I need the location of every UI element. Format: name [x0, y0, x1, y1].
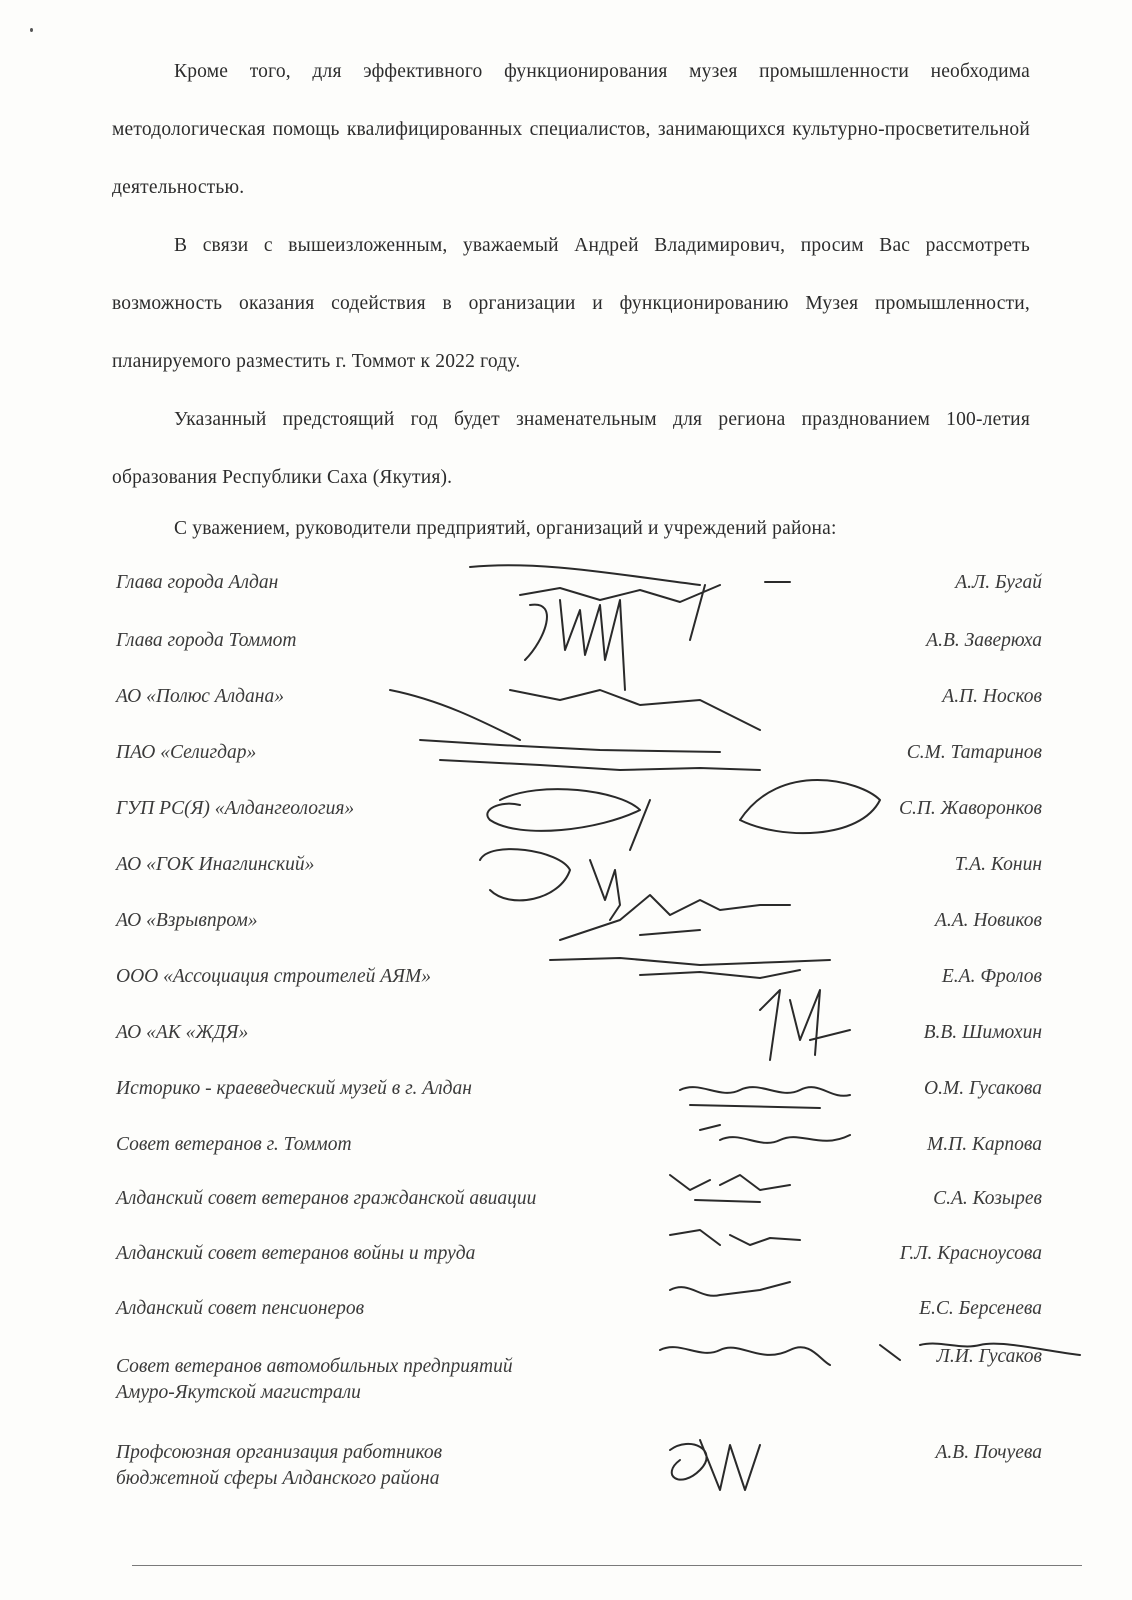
signatory-org: АО «АК «ЖДЯ»	[116, 1022, 249, 1043]
paragraph-museum-help	[112, 43, 1030, 217]
signatory-name: Г.Л. Красноусова	[899, 1243, 1042, 1264]
signatory-name: Е.А. Фролов	[941, 966, 1042, 987]
signatory-name: А.В. Почуева	[935, 1442, 1042, 1463]
signatory-org	[116, 1440, 442, 1492]
paragraph-text: В связи с вышеизложенным, уважаемый Андрей Владимирович, просим Вас рассмотреть возможность оказания содействия в организации и функционированию Музея промышленности, планируемого разместить г. Томмот к 2022 году.	[112, 235, 1030, 372]
signatory-row	[116, 1078, 1042, 1118]
signatory-org: Алданский совет ветеранов войны и труда	[116, 1243, 476, 1264]
signature-berseneva	[670, 1282, 790, 1296]
scan-speck	[30, 28, 33, 32]
signatory-row	[116, 798, 1042, 838]
signatory-row	[116, 910, 1042, 950]
paragraph-text: Кроме того, для эффективного функционирования музея промышленности необходима методологическая помощь квалифицированных специалистов, занимающихся культурно-просветительной деятельностью.	[112, 61, 1030, 198]
signatory-name: Е.С. Берсенева	[919, 1298, 1042, 1319]
signatory-org: АО «ГОК Инаглинский»	[116, 854, 315, 875]
signatory-org-line: Совет ветеранов автомобильных предприятий	[116, 1356, 513, 1377]
signatory-org: АО «Полюс Алдана»	[116, 686, 284, 707]
signatory-name: С.П. Жаворонков	[898, 798, 1042, 819]
signatory-name: О.М. Гусакова	[924, 1078, 1042, 1099]
signatory-name-handwritten: Л.И. Гусаков	[936, 1346, 1042, 1367]
signatory-name: С.А. Козырев	[933, 1188, 1042, 1209]
signatory-org-line: бюджетной сферы Алданского района	[116, 1468, 440, 1489]
signatory-row	[116, 1022, 1042, 1062]
signatory-name: А.П. Носков	[942, 686, 1042, 707]
signatory-org	[116, 1354, 513, 1406]
signatory-row	[116, 854, 1042, 894]
signatory-name: В.В. Шимохин	[923, 1022, 1042, 1043]
page-bottom-rule	[132, 1565, 1082, 1566]
signatory-org-line: Амуро-Якутской магистрали	[116, 1382, 361, 1403]
signatory-org: Глава города Томмот	[116, 630, 297, 651]
signatory-row	[116, 966, 1042, 1006]
signatory-row	[116, 1442, 1042, 1489]
signatory-org: Алданский совет пенсионеров	[116, 1298, 365, 1319]
signatory-name: С.М. Татаринов	[906, 742, 1042, 763]
paragraph-anniversary	[112, 391, 1030, 507]
signatory-row	[116, 742, 1042, 782]
signatory-org: Совет ветеранов г. Томмот	[116, 1134, 352, 1155]
signatory-org-line: Профсоюзная организация работников	[116, 1442, 443, 1463]
paragraph-text: Указанный предстоящий год будет знаменательным для региона празднованием 100-летия образования Республики Саха (Якутия).	[112, 409, 1030, 488]
signatory-name: М.П. Карпова	[927, 1134, 1042, 1155]
signatory-name: А.В. Заверюха	[926, 630, 1042, 651]
signatory-row	[116, 1188, 1042, 1228]
paragraph-closing	[112, 500, 1030, 558]
signatory-row	[116, 572, 1042, 612]
signatory-row	[116, 1134, 1042, 1174]
signatory-org: Алданский совет ветеранов гражданской авиации	[116, 1188, 537, 1209]
signatory-row	[116, 1243, 1042, 1283]
signatory-org: ООО «Ассоциация строителей АЯМ»	[116, 966, 431, 987]
signatory-org: Глава города Алдан	[116, 572, 279, 593]
signatory-name: А.А. Новиков	[934, 910, 1042, 931]
signatory-org: Историко - краеведческий музей в г. Алдан	[116, 1078, 472, 1099]
signatory-name: А.Л. Бугай	[955, 572, 1042, 593]
signatory-org: ГУП РС(Я) «Алдангеология»	[116, 798, 355, 819]
paragraph-text: С уважением, руководители предприятий, организаций и учреждений района:	[174, 518, 837, 539]
signatory-row	[116, 1298, 1042, 1338]
signatory-row	[116, 630, 1042, 670]
signatory-org: АО «Взрывпром»	[116, 910, 258, 931]
paragraph-request	[112, 217, 1030, 391]
signatory-org: ПАО «Селигдар»	[116, 742, 257, 763]
signatory-row	[116, 1346, 1042, 1403]
signatory-name: Т.А. Конин	[954, 854, 1042, 875]
signatory-row	[116, 686, 1042, 726]
